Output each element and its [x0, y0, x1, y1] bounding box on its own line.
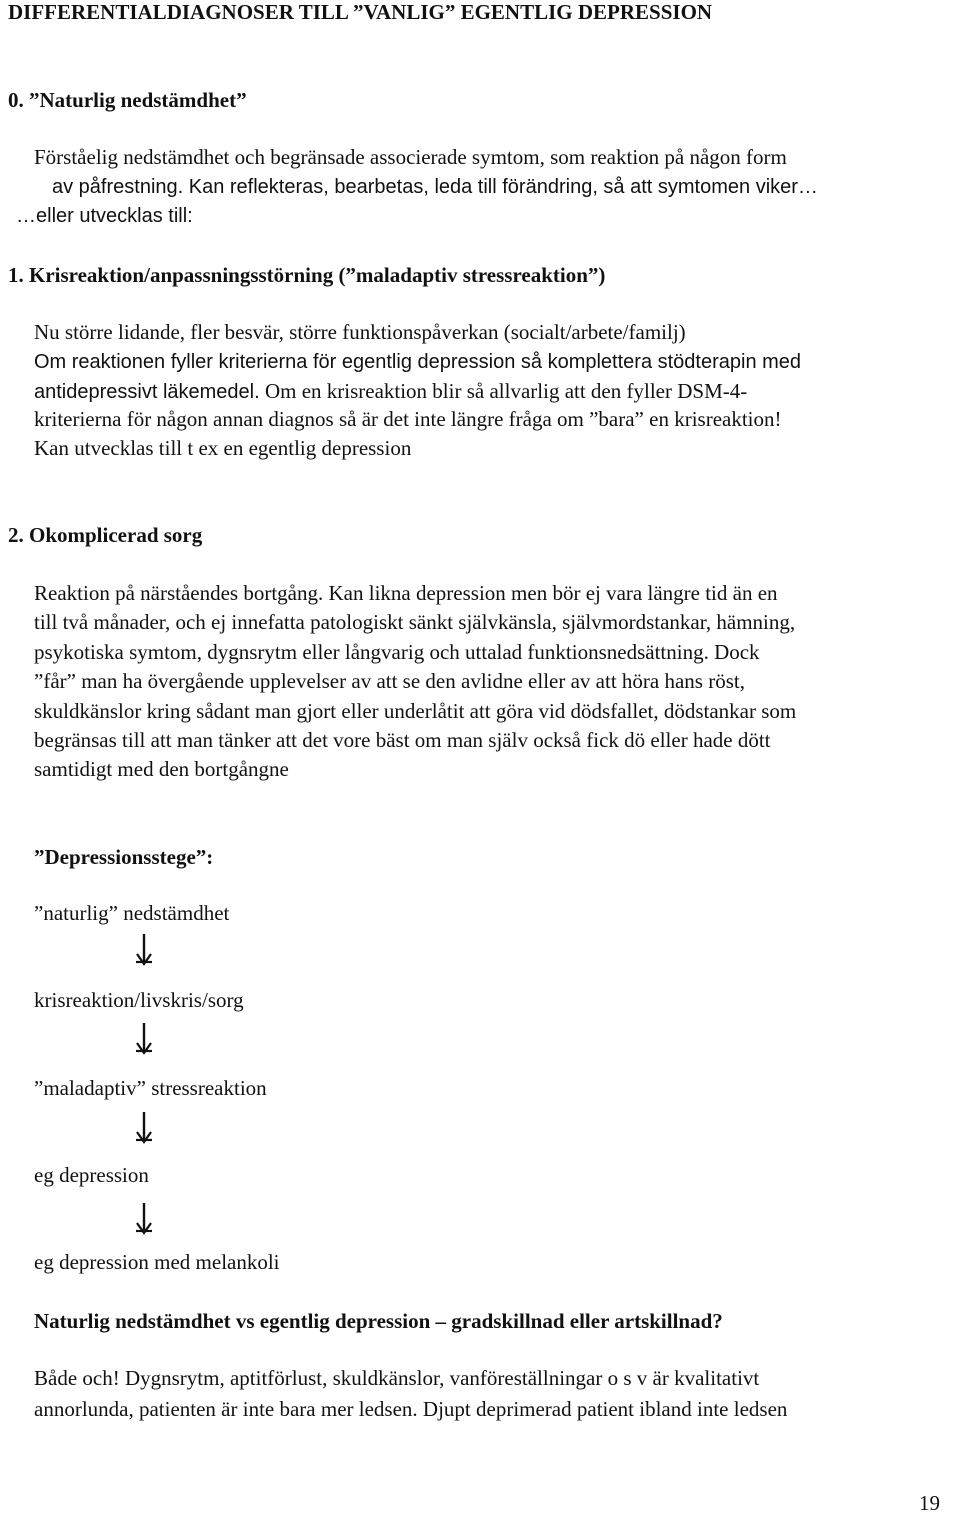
stage-item: eg depression med melankoli [34, 1250, 280, 1274]
arrow-down-icon [134, 1203, 154, 1235]
section-2-line: samtidigt med den bortgångne [34, 757, 289, 781]
section-1-heading: 1. Krisreaktion/anpassningsstörning (”maladaptiv stressreaktion”) [8, 263, 606, 287]
section-2-line: ”får” man ha övergående upplevelser av att se den avlidne eller av att höra hans röst, [34, 669, 745, 693]
section-1-line-part: Om en krisreaktion blir så allvarlig att den fyller DSM-4- [259, 379, 748, 403]
stage-item: krisreaktion/livskris/sorg [34, 988, 244, 1012]
section-2-line-part: Reaktion på närståendes bortgång. [34, 581, 324, 605]
section-2-line: till två månader, och ej innefatta patologiskt sänkt självkänsla, självmordstankar, hämning, [34, 610, 796, 634]
stage-item: eg depression [34, 1163, 149, 1187]
stage-item: ”maladaptiv” stressreaktion [34, 1076, 267, 1100]
section-2-heading: 2. Okomplicerad sorg [8, 523, 203, 547]
page-title: DIFFERENTIALDIAGNOSER TILL ”VANLIG” EGENTLIG DEPRESSION [8, 0, 713, 24]
section-2-line: psykotiska symtom, dygnsrytm eller långvarig och uttalad funktionsnedsättning. Dock [34, 640, 760, 664]
section-1-line: Om reaktionen fyller kriterierna för egentlig depression så komplettera stödterapin med [34, 351, 802, 373]
section-0-line: …eller utvecklas till: [16, 205, 193, 227]
section-2-line: skuldkänslor kring sådant man gjort eller underlåtit att göra vid dödsfallet, dödstankar som [34, 699, 797, 723]
arrow-down-icon [134, 1112, 154, 1144]
section-1-line-part: antidepressivt läkemedel. [34, 381, 260, 403]
arrow-down-icon [134, 1023, 154, 1055]
answer-line: annorlunda, patienten är inte bara mer ledsen. Djupt deprimerad patient ibland inte ledsen [34, 1397, 788, 1421]
section-0-heading: 0. ”Naturlig nedstämdhet” [8, 88, 247, 112]
section-2-line: begränsas till att man tänker att det vore bäst om man själv också fick dö eller hade dött [34, 728, 771, 752]
arrow-down-icon [134, 934, 154, 966]
stages-heading: ”Depressionsstege”: [34, 845, 214, 869]
section-1-line-mixed [34, 378, 747, 405]
answer-line: Både och! Dygnsrytm, aptitförlust, skuldkänslor, vanföreställningar o s v är kvalitativt [34, 1366, 760, 1390]
section-2-line [34, 580, 778, 606]
section-1-line: Nu större lidande, fler besvär, större funktionspåverkan (socialt/arbete/familj) [34, 320, 686, 344]
section-0-line: Förståelig nedstämdhet och begränsade associerade symtom, som reaktion på någon form [34, 145, 787, 169]
stage-item: ”naturlig” nedstämdhet [34, 901, 230, 925]
section-2-line-part: Kan likna depression men bör ej vara längre tid än en [323, 581, 778, 605]
page-number: 19 [919, 1491, 940, 1515]
section-1-line: Kan utvecklas till t ex en egentlig depression [34, 436, 412, 460]
question-heading: Naturlig nedstämdhet vs egentlig depression – gradskillnad eller artskillnad? [34, 1309, 723, 1333]
section-0-line: av påfrestning. Kan reflekteras, bearbetas, leda till förändring, så att symtomen viker… [52, 176, 818, 198]
section-1-line: kriterierna för någon annan diagnos så är det inte längre fråga om ”bara” en krisreaktion! [34, 407, 782, 431]
